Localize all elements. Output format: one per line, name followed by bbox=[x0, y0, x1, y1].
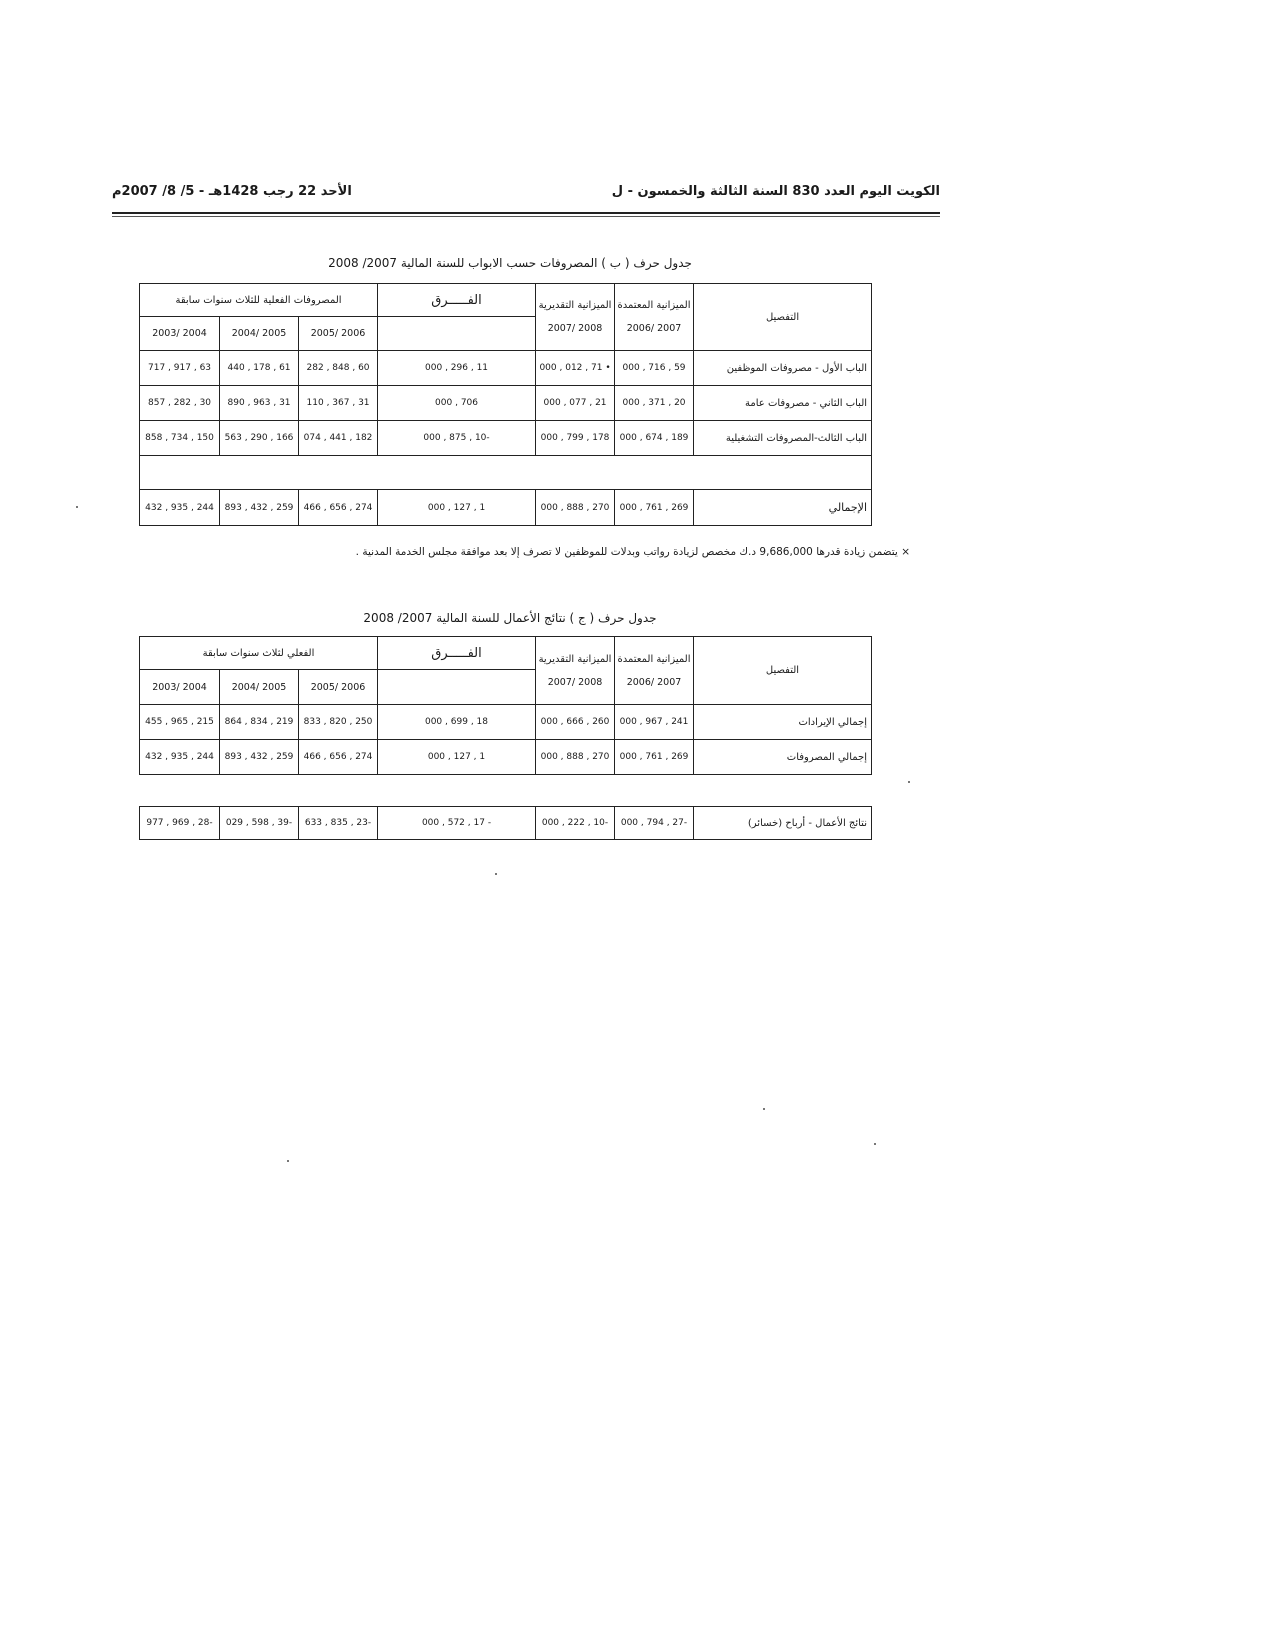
cell-year-1: 250 , 820 , 833 bbox=[299, 705, 378, 740]
col-estimated bbox=[536, 284, 615, 351]
cell-approved: -27 , 794 , 000 bbox=[615, 807, 694, 840]
cell-year-3: 244 , 935 , 432 bbox=[140, 490, 220, 526]
cell-difference: 1 , 127 , 000 bbox=[378, 490, 536, 526]
cell-year-3: 244 , 935 , 432 bbox=[140, 740, 220, 775]
cell-year-1: 60 , 848 , 282 bbox=[299, 351, 378, 386]
cell-approved: 269 , 761 , 000 bbox=[615, 740, 694, 775]
table-row bbox=[140, 705, 872, 740]
cell-estimated: 21 , 077 , 000 bbox=[536, 386, 615, 421]
cell-difference: -10 , 875 , 000 bbox=[378, 421, 536, 456]
col-actual: المصروفات الفعلية للثلاث سنوات سابقة bbox=[140, 284, 378, 317]
cell-difference: 706 , 000 bbox=[378, 386, 536, 421]
scan-speck bbox=[874, 1143, 876, 1145]
row-label: الإجمالي bbox=[694, 490, 872, 526]
cell-year-2: 259 , 432 , 893 bbox=[220, 490, 299, 526]
col-approved-label: الميزانية المعتمدة bbox=[617, 653, 691, 665]
cell-estimated: 260 , 666 , 000 bbox=[536, 705, 615, 740]
table-total-row bbox=[140, 490, 872, 526]
col-difference-sub bbox=[378, 670, 536, 705]
table-c bbox=[139, 636, 872, 775]
cell-year-2: -39 , 598 , 029 bbox=[220, 807, 299, 840]
col-year-1: 2006 /2005 bbox=[299, 670, 378, 705]
col-approved-label: الميزانية المعتمدة bbox=[617, 300, 691, 311]
cell-difference: 11 , 296 , 000 bbox=[378, 351, 536, 386]
cell-estimated: -10 , 222 , 000 bbox=[536, 807, 615, 840]
col-difference: الفـــــرق bbox=[378, 637, 536, 670]
cell-year-2: 219 , 834 , 864 bbox=[220, 705, 299, 740]
col-year-1: 2006 /2005 bbox=[299, 317, 378, 351]
cell-difference: 1 , 127 , 000 bbox=[378, 740, 536, 775]
cell-year-2: 31 , 963 , 890 bbox=[220, 386, 299, 421]
header-publication: الكويت اليوم العدد 830 السنة الثالثة والخمسون - ل bbox=[611, 184, 940, 199]
cell-year-3: 150 , 734 , 858 bbox=[140, 421, 220, 456]
col-year-3: 2004 /2003 bbox=[140, 670, 220, 705]
cell-year-1: 31 , 367 , 110 bbox=[299, 386, 378, 421]
cell-year-3: 30 , 282 , 857 bbox=[140, 386, 220, 421]
cell-difference: - 17 , 572 , 000 bbox=[378, 807, 536, 840]
row-label: نتائج الأعمال - أرباح (خسائر) bbox=[694, 807, 872, 840]
cell-year-1: 274 , 656 , 466 bbox=[299, 740, 378, 775]
row-label: الباب الأول - مصروفات الموظفين bbox=[694, 351, 872, 386]
col-estimated-year: 2008 /2007 bbox=[547, 323, 603, 334]
col-estimated bbox=[536, 637, 615, 705]
col-estimated-label: الميزانية التقديرية bbox=[538, 653, 612, 665]
col-estimated-label: الميزانية التقديرية bbox=[538, 300, 612, 311]
col-year-2: 2005 /2004 bbox=[220, 317, 299, 351]
scan-speck bbox=[763, 1108, 765, 1110]
cell-approved: 20 , 371 , 000 bbox=[615, 386, 694, 421]
cell-difference: 18 , 699 , 000 bbox=[378, 705, 536, 740]
table-results bbox=[139, 806, 872, 840]
table-c-caption: جدول حرف ( ج ) نتائج الأعمال للسنة المالية 2007/ 2008 bbox=[363, 611, 657, 625]
col-actual: الفعلي لثلاث سنوات سابقة bbox=[140, 637, 378, 670]
col-approved-year: 2007 /2006 bbox=[626, 323, 682, 334]
cell-year-2: 166 , 290 , 563 bbox=[220, 421, 299, 456]
col-approved bbox=[615, 284, 694, 351]
table-row bbox=[140, 351, 872, 386]
col-difference-sub bbox=[378, 317, 536, 351]
cell-approved: 269 , 761 , 000 bbox=[615, 490, 694, 526]
row-label: الباب الثاني - مصروفات عامة bbox=[694, 386, 872, 421]
col-difference: الفـــــرق bbox=[378, 284, 536, 317]
row-label: إجمالي الإيرادات bbox=[694, 705, 872, 740]
col-year-2: 2005 /2004 bbox=[220, 670, 299, 705]
cell-estimated: • 71 , 012 , 000 bbox=[536, 351, 615, 386]
table-b-caption: جدول حرف ( ب ) المصروفات حسب الابواب للسنة المالية 2007/ 2008 bbox=[328, 256, 692, 270]
table-row bbox=[140, 740, 872, 775]
cell-year-3: -28 , 969 , 977 bbox=[140, 807, 220, 840]
cell-year-1: -23 , 835 , 633 bbox=[299, 807, 378, 840]
header-rule bbox=[112, 212, 940, 214]
col-year-3: 2004 /2003 bbox=[140, 317, 220, 351]
scan-speck bbox=[287, 1160, 289, 1162]
footnote: × يتضمن زيادة قدرها 9,686,000 د.ك مخصص لزيادة رواتب وبدلات للموظفين لا تصرف إلا بعد موافقة مجلس الخدمة المدنية . bbox=[355, 546, 910, 558]
cell-year-3: 215 , 965 , 455 bbox=[140, 705, 220, 740]
col-approved bbox=[615, 637, 694, 705]
page-header bbox=[112, 180, 940, 206]
spacer-cell bbox=[140, 456, 872, 490]
cell-year-1: 274 , 656 , 466 bbox=[299, 490, 378, 526]
table-b bbox=[139, 283, 872, 526]
cell-year-2: 61 , 178 , 440 bbox=[220, 351, 299, 386]
cell-approved: 59 , 716 , 000 bbox=[615, 351, 694, 386]
col-detail: التفصيل bbox=[694, 284, 872, 351]
table-spacer-row bbox=[140, 456, 872, 490]
cell-estimated: 270 , 888 , 000 bbox=[536, 490, 615, 526]
col-estimated-year: 2008 /2007 bbox=[547, 676, 603, 688]
cell-approved: 241 , 967 , 000 bbox=[615, 705, 694, 740]
col-approved-year: 2007 /2006 bbox=[626, 676, 682, 688]
scan-speck bbox=[76, 506, 78, 508]
scan-speck bbox=[495, 873, 497, 875]
cell-approved: 189 , 674 , 000 bbox=[615, 421, 694, 456]
col-detail: التفصيل bbox=[694, 637, 872, 705]
row-label: الباب الثالث-المصروفات التشغيلية bbox=[694, 421, 872, 456]
cell-estimated: 270 , 888 , 000 bbox=[536, 740, 615, 775]
cell-year-3: 63 , 917 , 717 bbox=[140, 351, 220, 386]
scan-speck bbox=[908, 781, 910, 783]
table-row bbox=[140, 807, 872, 840]
cell-estimated: 178 , 799 , 000 bbox=[536, 421, 615, 456]
table-row bbox=[140, 421, 872, 456]
cell-year-2: 259 , 432 , 893 bbox=[220, 740, 299, 775]
header-rule-thin bbox=[112, 216, 940, 217]
row-label: إجمالي المصروفات bbox=[694, 740, 872, 775]
table-row bbox=[140, 386, 872, 421]
header-date: الأحد 22 رجب 1428هـ - 5/ 8/ 2007م bbox=[112, 184, 352, 199]
cell-year-1: 182 , 441 , 074 bbox=[299, 421, 378, 456]
